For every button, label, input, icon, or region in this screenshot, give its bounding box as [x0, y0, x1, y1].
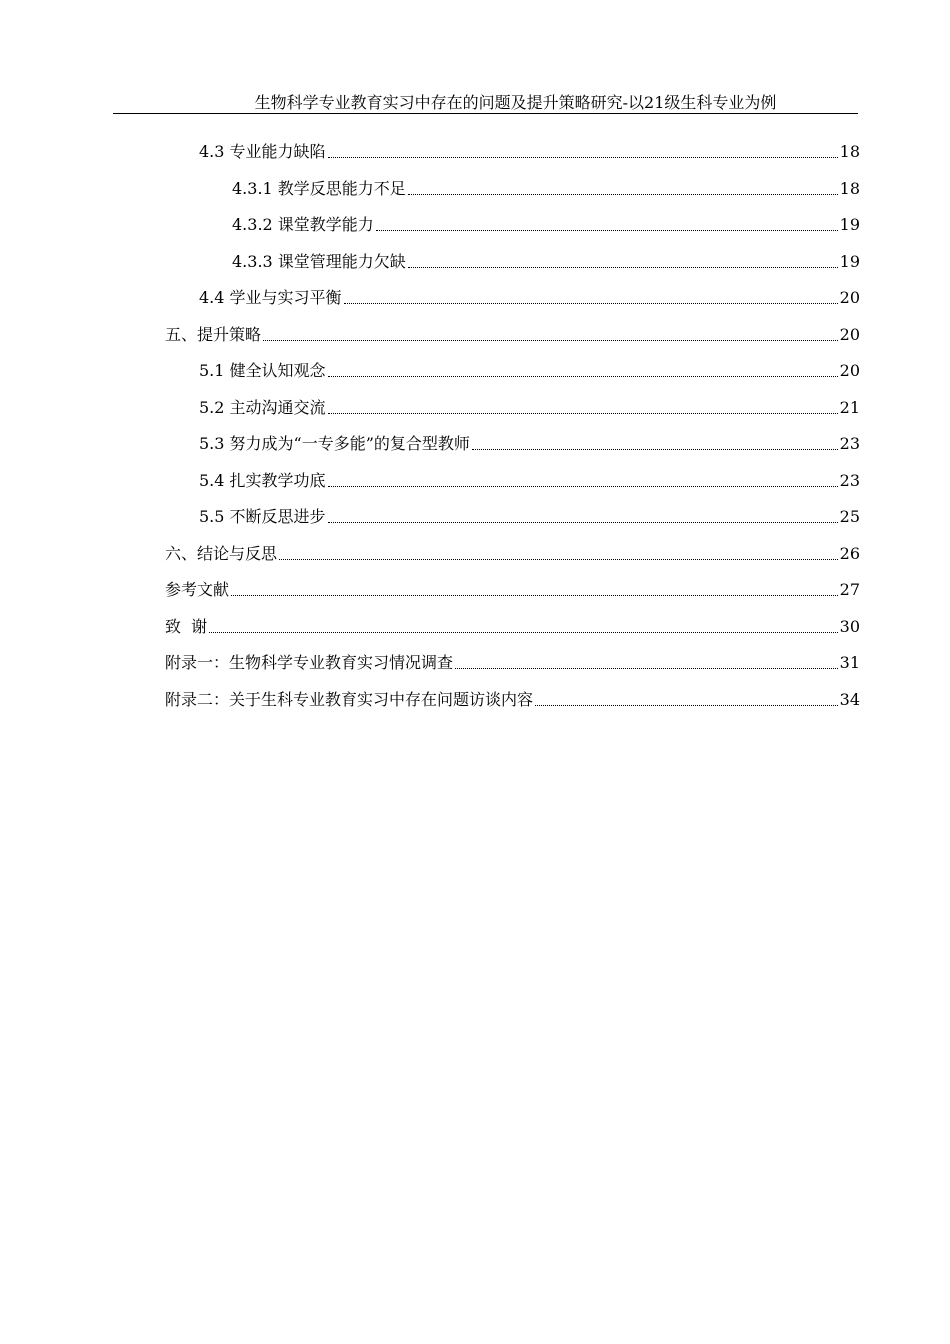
- dot-leader: [328, 522, 838, 523]
- dot-leader: [472, 449, 838, 450]
- toc-entry-label: 4.3 专业能力缺陷: [199, 142, 326, 161]
- toc-entry-page: 31: [839, 653, 860, 672]
- toc-entry-label: 5.3 努力成为“一专多能”的复合型教师: [199, 434, 470, 453]
- dot-leader: [263, 340, 838, 341]
- toc-entry[interactable]: [165, 320, 860, 346]
- toc-entry[interactable]: [165, 502, 860, 528]
- toc-entry-page: 23: [839, 434, 860, 453]
- dot-leader: [231, 595, 838, 596]
- toc-entry[interactable]: [165, 137, 860, 163]
- toc-entry[interactable]: [165, 247, 860, 273]
- dot-leader: [328, 413, 838, 414]
- toc-entry[interactable]: [165, 648, 860, 674]
- toc-entry-label: 5.5 不断反思进步: [199, 507, 326, 526]
- toc-entry-label: 5.1 健全认知观念: [199, 361, 326, 380]
- toc-entry-page: 20: [839, 324, 860, 344]
- toc-entry-page: 20: [839, 288, 860, 307]
- toc-entry-label: 4.3.2 课堂教学能力: [232, 215, 374, 234]
- toc-entry-label: 附录二：关于生科专业教育实习中存在问题访谈内容: [165, 689, 534, 709]
- toc-entry-label: 4.3.1 教学反思能力不足: [232, 178, 406, 198]
- toc-entry-page: 26: [839, 543, 860, 563]
- toc-entry-page: 27: [839, 580, 860, 599]
- toc-entry-page: 21: [839, 397, 860, 417]
- dot-leader: [376, 230, 838, 231]
- toc-entry[interactable]: [165, 174, 860, 200]
- toc-entry-label: 附录一：生物科学专业教育实习情况调查: [165, 653, 454, 672]
- toc-entry[interactable]: [165, 210, 860, 236]
- toc-entry[interactable]: [165, 283, 860, 309]
- dot-leader: [535, 705, 838, 706]
- toc-entry-page: 30: [839, 616, 860, 636]
- dot-leader: [455, 668, 838, 669]
- toc-entry-page: 19: [839, 251, 860, 271]
- header-title: 生物科学专业教育实习中存在的问题及提升策略研究-以21级生科专业为例: [254, 93, 777, 112]
- toc-entry-label: 5.4 扎实教学功底: [199, 470, 326, 490]
- running-header: [113, 92, 858, 114]
- toc-entry-page: 23: [839, 470, 860, 490]
- toc-entry-label: 致 谢: [165, 616, 208, 636]
- dot-leader: [328, 486, 838, 487]
- toc-entry-label: 4.3.3 课堂管理能力欠缺: [232, 251, 406, 271]
- toc-entry[interactable]: [165, 393, 860, 419]
- dot-leader: [408, 267, 838, 268]
- dot-leader: [209, 632, 837, 633]
- toc-entry[interactable]: [165, 685, 860, 711]
- dot-leader: [279, 559, 838, 560]
- toc-entry-label: 六、结论与反思: [165, 543, 278, 563]
- toc-entry-label: 参考文献: [165, 580, 230, 599]
- toc-entry[interactable]: [165, 356, 860, 382]
- dot-leader: [328, 157, 838, 158]
- toc-entry[interactable]: [165, 575, 860, 601]
- dot-leader: [328, 376, 838, 377]
- toc-entry-page: 20: [839, 361, 860, 380]
- toc-entry-page: 34: [839, 689, 860, 709]
- toc-entry[interactable]: [165, 466, 860, 492]
- toc-entry-label: 4.4 学业与实习平衡: [199, 288, 342, 307]
- toc-entry-label: 五、提升策略: [165, 324, 262, 344]
- dot-leader: [344, 303, 838, 304]
- toc-entry-label: 5.2 主动沟通交流: [199, 397, 326, 417]
- toc-entry-page: 19: [839, 215, 860, 234]
- toc-entry[interactable]: [165, 612, 860, 638]
- toc-entry-page: 18: [839, 178, 860, 198]
- toc-entry-page: 18: [839, 142, 860, 161]
- dot-leader: [408, 194, 838, 195]
- toc-entry[interactable]: [165, 539, 860, 565]
- toc-entry[interactable]: [165, 429, 860, 455]
- toc-entry-page: 25: [839, 507, 860, 526]
